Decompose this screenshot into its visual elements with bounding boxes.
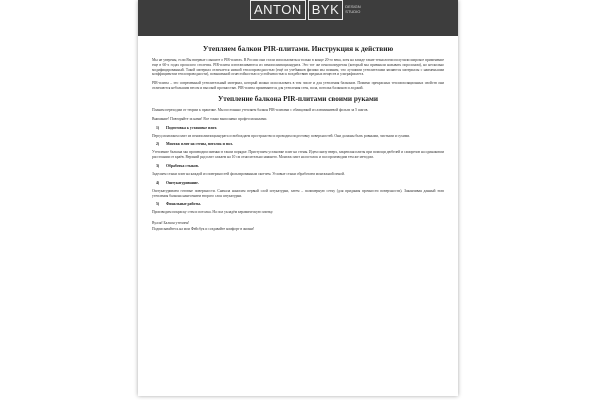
logo-left: ANTON (250, 0, 306, 20)
logo-sub-line1: DESIGN (345, 4, 361, 9)
step-title (156, 142, 444, 147)
step (152, 126, 444, 139)
article-title: Утепляем балкон PIR-плитами. Инструкция к действию (202, 44, 394, 53)
step-title-text: Монтаж плит на стены, потолок и пол. (166, 142, 233, 147)
lead-paragraph: Планим переходим от теории к практике. Мы постоянно утепляем балкон PIR-плитами с облицовкой из алюминиевой фольги за 5 шагов. (152, 108, 369, 113)
document-page (138, 0, 458, 396)
step-number: 1) (156, 125, 160, 130)
step-title-text: Оштукатуривание. (166, 180, 199, 185)
step-text: Заделаем стыки плит на каждой из поверхностей фольгированным скотчем. Угловые стыки обработаем монтажной пеной. (152, 171, 345, 176)
logo-subtitle (345, 4, 360, 14)
step (152, 202, 444, 215)
page-header (138, 0, 458, 36)
step-title (156, 181, 444, 186)
step-number: 5) (156, 202, 160, 207)
article-body (138, 36, 458, 232)
step-title-text: Финальные работы. (166, 202, 201, 207)
step-text: Перед монтажом плит из пенополиизоцианурата освобождаем пространство и проводим подготовку поверхностей. Они должны быть ровными, чистыми и сухими. (152, 133, 411, 138)
step (152, 142, 444, 160)
step-number: 4) (156, 180, 160, 185)
step-title (156, 126, 444, 131)
intro-paragraph: PIR-плиты – это современный утеплительный материал, который можно использовать в том числе и для утепления балконов. Помимо прекрасных теплоизоляционных свойств они отличаются небольшим весом и высокой прочностью. PIR-плиты применяются для утепления стен, пола, потолка балконов и лоджий. (152, 80, 444, 90)
step-number: 3) (156, 163, 160, 168)
step-number: 2) (156, 142, 160, 147)
lead-paragraph: Внимание! Повторяйте за нами! Все тонко выполнено профессионалами. (152, 116, 268, 121)
step-title (156, 164, 444, 169)
step-text: Производим покраску стен и потолка. На пол укладём керамическую плитку. (152, 210, 274, 215)
step-text: Утепление балкона мы производим именно в таком порядке. Приступаем установке плит на стены. Идем снизу вверх, закрепляя плиты при помощи дюбелей и саморезов на одинаковом расстоянии от краёв. Верхний ряд плит сажаем на 10 см относительно нижнего. Монтаж плит на потолок и пол производим тем же методом. (152, 150, 444, 160)
logo-right: BYK (308, 0, 344, 20)
outro-line: Подписывайтесь на мои Фейсбук и создавайте комфорт в жизни! (152, 226, 255, 231)
brand-logo (250, 0, 361, 22)
step (152, 181, 444, 199)
step-title-text: Обработка стыков. (166, 163, 199, 168)
step-title-text: Подготовка к установке плит. (166, 125, 218, 130)
step (152, 164, 444, 177)
step-title (156, 202, 444, 207)
article-subtitle: Утепление балкона PIR-плитами своими руками (218, 95, 378, 104)
intro-paragraph: Мы не уверены, если Вы впервые слышите о PIR-плитах. В России они стали использоваться только в конце 20-го века, хотя на западе такие технологии получили широкое применение еще в 60-х годах прошлого столетия. PIR-плиты изготавливаются из пенополиизоцианурата. Это тот же пенополиуретан (который мы привыкли называть поролоном), но несколько модифицированный. Такой материал отличается низкой теплопроводностью (ещё из учебников физики мы помним, что лучшими утеплителями являются материалы с наименьшим коэффициентом теплопроводности), повышенной огнестойкостью и устойчивостью к воздействию вредных веществ и ультрафиолета. (152, 58, 444, 77)
logo-sub-line2: STUDIO (345, 9, 361, 14)
outro-line: Вуаля! Балкон утеплен! (152, 221, 190, 226)
step-text: Оштукатуриваем готовые поверхности. Сначала наносим первый слой штукатурки, затем – полимерную сетку (для придания прочности поверхности). Заканчивая данный этап утепления балкона нанесением второго слоя штукатурки. (152, 188, 444, 198)
